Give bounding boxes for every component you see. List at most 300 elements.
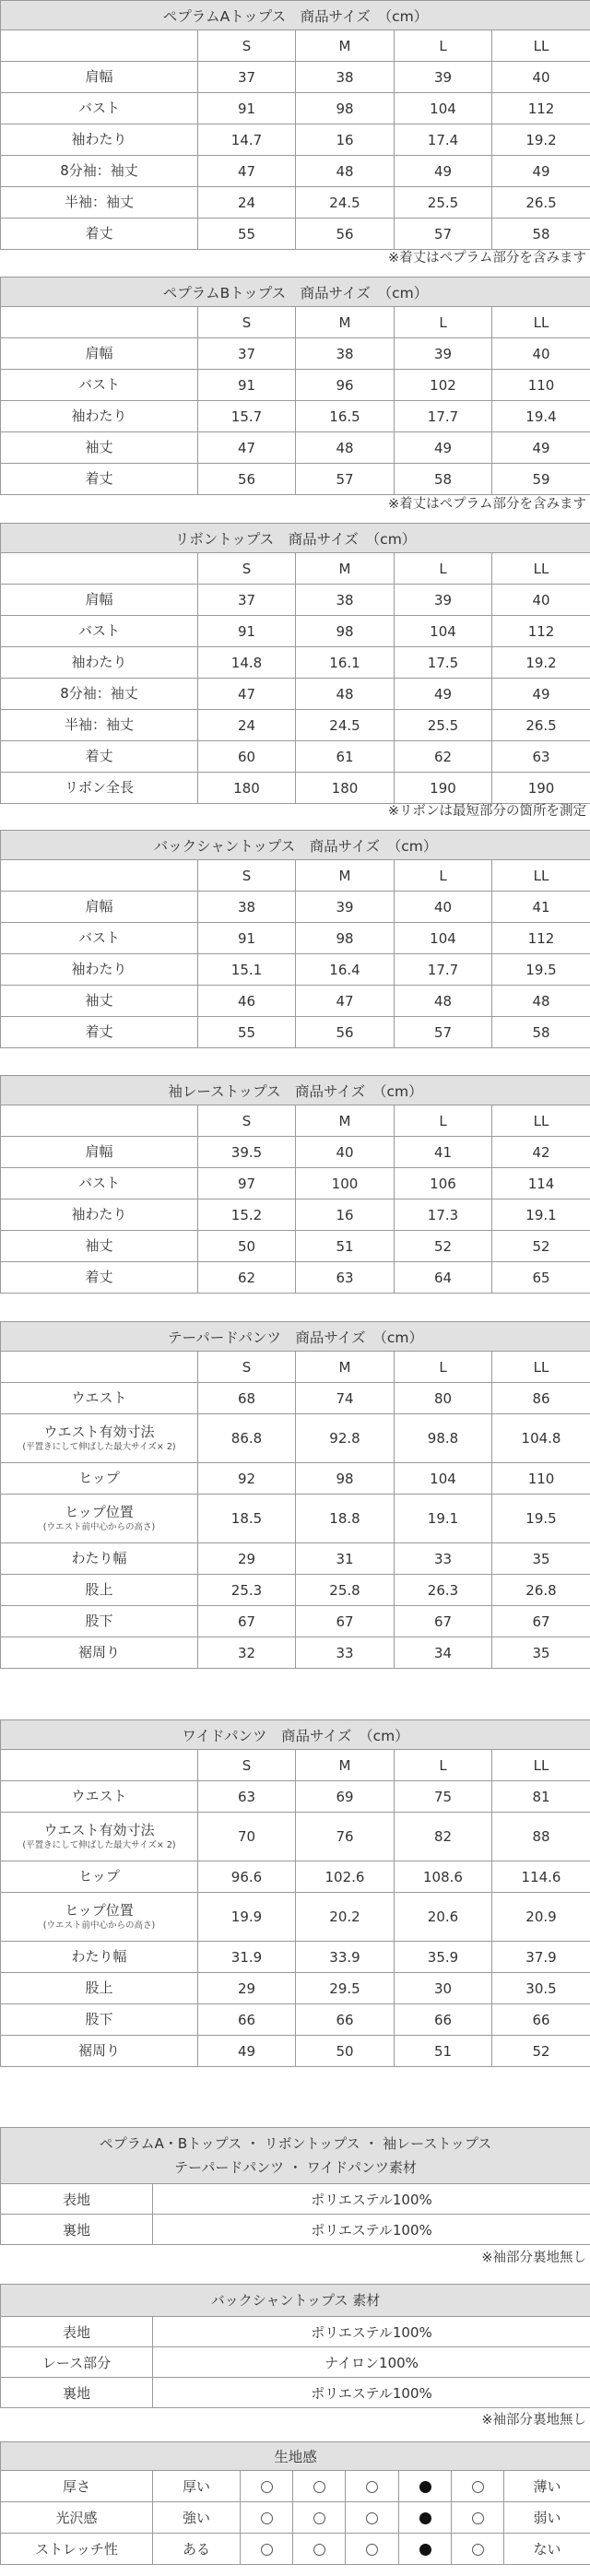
table-row <box>1 923 590 954</box>
row-label-cell <box>1 1893 198 1942</box>
size-table-block <box>0 1321 590 1669</box>
value-cell: 67 <box>395 1606 492 1637</box>
value-cell: 26.3 <box>395 1575 492 1606</box>
value-cell: 40 <box>492 62 590 93</box>
value-cell: 56 <box>296 219 395 250</box>
row-label: ヒップ位置 <box>65 1503 134 1520</box>
table-row <box>1 1168 590 1199</box>
row-label: 8分袖：袖丈 <box>60 685 138 702</box>
value-cell: 40 <box>296 1137 395 1168</box>
value-cell: 39 <box>296 892 395 923</box>
value-cell: 63 <box>296 1262 395 1294</box>
value-cell: 33 <box>395 1543 492 1575</box>
value-cell: 58 <box>395 464 492 495</box>
value-cell: 24.5 <box>296 710 395 741</box>
value-cell: 31 <box>296 1543 395 1575</box>
value-cell: 50 <box>296 2036 395 2067</box>
scale-point-cell <box>293 2534 346 2565</box>
value-cell: 35 <box>492 1637 590 1669</box>
size-header-blank <box>1 1105 198 1137</box>
value-cell: 19.5 <box>492 954 590 986</box>
row-label: 袖丈 <box>85 439 113 455</box>
row-label: リボン全長 <box>64 779 134 796</box>
table-row <box>1 679 590 710</box>
row-label-cell <box>1 432 198 464</box>
table-row <box>1 187 590 219</box>
scale-point-cell <box>346 2534 399 2565</box>
size-header-cell: M <box>296 860 395 892</box>
value-cell: 48 <box>492 986 590 1017</box>
value-cell: 20.6 <box>395 1893 492 1942</box>
value-cell: 56 <box>296 1017 395 1048</box>
value-cell: 37.9 <box>492 1942 590 1973</box>
size-table-title: リボントップス 商品サイズ （cm） <box>1 524 590 553</box>
table-row <box>1 1231 590 1262</box>
size-table-block <box>0 1719 590 2067</box>
value-cell: 69 <box>296 1781 395 1813</box>
texture-table-title: 生地感 <box>1 2442 590 2471</box>
table-row <box>1 1861 590 1893</box>
size-header-cell: S <box>198 30 296 62</box>
empty-circle-icon <box>261 2481 273 2493</box>
value-cell: 91 <box>198 923 296 954</box>
table-row <box>1 616 590 647</box>
row-label-cell <box>1 647 198 679</box>
row-label-cell <box>1 2004 198 2036</box>
value-cell: 19.4 <box>492 401 590 432</box>
table-note: ※着丈はペプラム部分を含みます <box>387 251 586 266</box>
value-cell: 42 <box>492 1137 590 1168</box>
size-header-cell: M <box>296 553 395 585</box>
value-cell: 180 <box>296 773 395 804</box>
table-row <box>1 1199 590 1231</box>
table-row <box>1 1813 590 1861</box>
size-table <box>0 1719 590 2067</box>
size-header-cell: LL <box>492 1105 590 1137</box>
row-label: バスト <box>77 1175 120 1191</box>
value-cell: 62 <box>395 741 492 773</box>
table-row <box>1 1637 590 1669</box>
row-label: ヒップ <box>78 1868 120 1885</box>
size-table-block <box>0 523 590 819</box>
value-cell: 110 <box>492 1463 590 1495</box>
value-cell: 56 <box>198 464 296 495</box>
table-row <box>1 1781 590 1813</box>
row-label: わたり幅 <box>71 1550 127 1566</box>
size-table-title: 袖レーストップス 商品サイズ （cm） <box>1 1076 590 1105</box>
value-cell: 31.9 <box>198 1942 296 1973</box>
table-row <box>1 1575 590 1606</box>
value-cell: 104 <box>395 616 492 647</box>
value-cell: 40 <box>492 585 590 616</box>
row-label: 着丈 <box>85 1269 113 1285</box>
value-cell: 29.5 <box>296 1973 395 2004</box>
scale-right-label: 弱い <box>504 2502 590 2534</box>
size-header-cell: S <box>198 1750 296 1781</box>
size-header-blank <box>1 307 198 338</box>
value-cell: 51 <box>296 1231 395 1262</box>
table-row <box>1 1414 590 1463</box>
row-label-cell <box>1 892 198 923</box>
value-cell: 49 <box>395 156 492 187</box>
table-row <box>1 1893 590 1942</box>
value-cell: 25.8 <box>296 1575 395 1606</box>
table-row <box>1 1606 590 1637</box>
value-cell: 49 <box>395 679 492 710</box>
value-cell: 26.5 <box>492 187 590 219</box>
value-cell: 15.1 <box>198 954 296 986</box>
table-note: ※袖部分裏地無し <box>481 2251 586 2265</box>
material-table-title <box>1 2128 590 2184</box>
value-cell: 35.9 <box>395 1942 492 1973</box>
size-header-cell: M <box>296 307 395 338</box>
size-header-cell: M <box>296 1352 395 1383</box>
row-label-cell <box>1 741 198 773</box>
table-row <box>1 892 590 923</box>
value-cell: 47 <box>198 156 296 187</box>
value-cell: 100 <box>296 1168 395 1199</box>
table-row <box>1 773 590 804</box>
row-label-cell <box>1 1606 198 1637</box>
material-title-line: ペプラムA・Bトップス ・ リボントップス ・ 袖レーストップス <box>99 2135 492 2152</box>
value-cell: 80 <box>395 1383 492 1414</box>
material-table <box>0 2284 590 2408</box>
table-row <box>1 2347 590 2378</box>
size-header-cell: L <box>395 307 492 338</box>
value-cell: 14.8 <box>198 647 296 679</box>
scale-point-cell <box>399 2471 452 2502</box>
texture-label: ストレッチ性 <box>1 2534 153 2565</box>
size-header-cell: L <box>395 553 492 585</box>
value-cell: 33 <box>296 1637 395 1669</box>
size-header-cell: M <box>296 1750 395 1781</box>
size-header-cell: LL <box>492 1352 590 1383</box>
size-table <box>0 830 590 1048</box>
value-cell: 48 <box>296 156 395 187</box>
row-label: バスト <box>77 929 120 946</box>
table-row <box>1 1137 590 1168</box>
value-cell: 33.9 <box>296 1942 395 1973</box>
value-cell: 32 <box>198 1637 296 1669</box>
empty-circle-icon <box>472 2544 484 2556</box>
value-cell: 66 <box>296 2004 395 2036</box>
value-cell: 49 <box>492 156 590 187</box>
row-label-cell <box>1 1168 198 1199</box>
value-cell: 58 <box>492 219 590 250</box>
row-label: 着丈 <box>85 225 113 242</box>
empty-circle-icon <box>366 2512 378 2524</box>
value-cell: 47 <box>198 679 296 710</box>
row-label-cell <box>1 1383 198 1414</box>
row-label-cell <box>1 1575 198 1606</box>
size-header-cell: L <box>395 30 492 62</box>
value-cell: 39.5 <box>198 1137 296 1168</box>
filled-circle-icon <box>419 2544 431 2556</box>
scale-point-cell <box>293 2502 346 2534</box>
value-cell: 91 <box>198 93 296 124</box>
row-label-cell <box>1 1781 198 1813</box>
row-label-cell <box>1 187 198 219</box>
row-sublabel: (ウエスト前中心からの高さ) <box>42 1521 156 1532</box>
value-cell: 14.7 <box>198 124 296 156</box>
table-row <box>1 2215 590 2245</box>
material-table-block <box>0 2284 590 2428</box>
scale-left-label: 厚い <box>153 2471 241 2502</box>
table-row <box>1 2184 590 2215</box>
value-cell: 104.8 <box>492 1414 590 1463</box>
value-cell: 50 <box>198 1231 296 1262</box>
value-cell: 57 <box>395 219 492 250</box>
row-label: ヒップ位置 <box>65 1901 134 1919</box>
value-cell: 97 <box>198 1168 296 1199</box>
value-cell: 67 <box>296 1606 395 1637</box>
scale-point-cell <box>293 2471 346 2502</box>
table-row <box>1 219 590 250</box>
material-label: レース部分 <box>1 2347 153 2378</box>
value-cell: 98.8 <box>395 1414 492 1463</box>
scale-left-label: ある <box>153 2534 241 2565</box>
size-header-cell: L <box>395 860 492 892</box>
value-cell: 16.5 <box>296 401 395 432</box>
table-row <box>1 1973 590 2004</box>
value-cell: 25.3 <box>198 1575 296 1606</box>
row-label: 股上 <box>85 1979 113 1996</box>
row-label-cell <box>1 1495 198 1543</box>
row-label: 袖わたり <box>71 408 127 424</box>
row-label: わたり幅 <box>71 1948 127 1965</box>
row-label: ウエスト有効寸法 <box>43 1821 155 1838</box>
value-cell: 26.8 <box>492 1575 590 1606</box>
value-cell: 40 <box>395 892 492 923</box>
size-table-title: バックシャントップス 商品サイズ （cm） <box>1 831 590 860</box>
size-table-block <box>0 830 590 1048</box>
value-cell: 67 <box>492 1606 590 1637</box>
table-row <box>1 2471 590 2502</box>
empty-circle-icon <box>313 2544 325 2556</box>
table-row <box>1 1543 590 1575</box>
value-cell: 37 <box>198 585 296 616</box>
size-table-block <box>0 0 590 266</box>
row-label-cell <box>1 124 198 156</box>
value-cell: 66 <box>395 2004 492 2036</box>
value-cell: 20.2 <box>296 1893 395 1942</box>
table-row <box>1 2502 590 2534</box>
value-cell: 25.5 <box>395 187 492 219</box>
row-label: 袖丈 <box>85 992 113 1009</box>
value-cell: 62 <box>198 1262 296 1294</box>
value-cell: 102.6 <box>296 1861 395 1893</box>
size-header-cell: S <box>198 553 296 585</box>
row-label: 袖わたり <box>71 961 127 977</box>
table-row <box>1 338 590 370</box>
value-cell: 16.4 <box>296 954 395 986</box>
row-label-cell <box>1 923 198 954</box>
size-header-cell: M <box>296 30 395 62</box>
empty-circle-icon <box>261 2544 273 2556</box>
empty-circle-icon <box>472 2481 484 2493</box>
table-row <box>1 1942 590 1973</box>
value-cell: 38 <box>296 585 395 616</box>
row-label-cell <box>1 1231 198 1262</box>
value-cell: 49 <box>492 679 590 710</box>
material-label: 表地 <box>1 2184 153 2215</box>
size-header-cell: S <box>198 307 296 338</box>
value-cell: 92.8 <box>296 1414 395 1463</box>
row-label: 股下 <box>85 2011 113 2027</box>
value-cell: 29 <box>198 1973 296 2004</box>
value-cell: 58 <box>492 1017 590 1048</box>
size-table <box>0 1321 590 1669</box>
empty-circle-icon <box>366 2544 378 2556</box>
value-cell: 48 <box>296 432 395 464</box>
row-label-cell <box>1 1543 198 1575</box>
row-label-cell <box>1 1262 198 1294</box>
table-row <box>1 1495 590 1543</box>
value-cell: 55 <box>198 219 296 250</box>
table-row <box>1 124 590 156</box>
value-cell: 63 <box>492 741 590 773</box>
value-cell: 49 <box>198 2036 296 2067</box>
scale-point-cell <box>346 2471 399 2502</box>
value-cell: 180 <box>198 773 296 804</box>
row-label-cell <box>1 1637 198 1669</box>
row-label: 肩幅 <box>85 68 113 85</box>
size-header-blank <box>1 553 198 585</box>
row-label: バスト <box>77 622 120 639</box>
scale-point-cell <box>241 2534 293 2565</box>
table-row <box>1 370 590 401</box>
value-cell: 74 <box>296 1383 395 1414</box>
value-cell: 67 <box>198 1606 296 1637</box>
texture-label: 厚さ <box>1 2471 153 2502</box>
table-row <box>1 954 590 986</box>
row-label: 袖わたり <box>71 1206 127 1223</box>
row-label-cell <box>1 62 198 93</box>
value-cell: 57 <box>395 1017 492 1048</box>
value-cell: 76 <box>296 1813 395 1861</box>
material-value: ポリエステル100% <box>153 2317 590 2347</box>
value-cell: 65 <box>492 1262 590 1294</box>
size-table <box>0 0 590 250</box>
value-cell: 19.2 <box>492 124 590 156</box>
table-row <box>1 93 590 124</box>
table-row <box>1 2378 590 2408</box>
table-row <box>1 2004 590 2036</box>
size-header-cell: M <box>296 1105 395 1137</box>
texture-label: 光沢感 <box>1 2502 153 2534</box>
size-header-cell: L <box>395 1352 492 1383</box>
value-cell: 190 <box>492 773 590 804</box>
value-cell: 39 <box>395 62 492 93</box>
row-label: 袖丈 <box>85 1237 113 1254</box>
material-value: ポリエステル100% <box>153 2378 590 2408</box>
row-label-cell <box>1 616 198 647</box>
row-sublabel: (ウエスト前中心からの高さ) <box>42 1920 156 1931</box>
empty-circle-icon <box>472 2512 484 2524</box>
row-label: 着丈 <box>85 748 113 764</box>
value-cell: 102 <box>395 370 492 401</box>
value-cell: 96 <box>296 370 395 401</box>
row-label-cell <box>1 338 198 370</box>
value-cell: 82 <box>395 1813 492 1861</box>
value-cell: 190 <box>395 773 492 804</box>
table-row <box>1 62 590 93</box>
row-label-cell <box>1 219 198 250</box>
table-row <box>1 2036 590 2067</box>
value-cell: 68 <box>198 1383 296 1414</box>
size-table <box>0 277 590 495</box>
value-cell: 108.6 <box>395 1861 492 1893</box>
size-table-title: ペプラムAトップス 商品サイズ （cm） <box>1 1 590 30</box>
size-header-cell: L <box>395 1105 492 1137</box>
value-cell: 91 <box>198 370 296 401</box>
value-cell: 30 <box>395 1973 492 2004</box>
value-cell: 49 <box>492 432 590 464</box>
table-row <box>1 432 590 464</box>
value-cell: 75 <box>395 1781 492 1813</box>
row-label-cell <box>1 401 198 432</box>
value-cell: 55 <box>198 1017 296 1048</box>
row-label-cell <box>1 1942 198 1973</box>
row-label-cell <box>1 1463 198 1495</box>
row-label-cell <box>1 1199 198 1231</box>
value-cell: 19.9 <box>198 1893 296 1942</box>
value-cell: 16 <box>296 1199 395 1231</box>
value-cell: 51 <box>395 2036 492 2067</box>
row-label-cell <box>1 710 198 741</box>
value-cell: 29 <box>198 1543 296 1575</box>
value-cell: 110 <box>492 370 590 401</box>
size-header-blank <box>1 1750 198 1781</box>
table-note: ※着丈はペプラム部分を含みます <box>387 497 586 512</box>
row-label: ウエスト有効寸法 <box>43 1423 155 1440</box>
value-cell: 112 <box>492 616 590 647</box>
value-cell: 30.5 <box>492 1973 590 2004</box>
value-cell: 47 <box>198 432 296 464</box>
row-label: バスト <box>77 376 120 393</box>
value-cell: 17.4 <box>395 124 492 156</box>
material-value: ポリエステル100% <box>153 2184 590 2215</box>
size-header-cell: L <box>395 1750 492 1781</box>
value-cell: 114 <box>492 1168 590 1199</box>
value-cell: 35 <box>492 1543 590 1575</box>
value-cell: 52 <box>395 1231 492 1262</box>
value-cell: 40 <box>492 338 590 370</box>
table-row <box>1 741 590 773</box>
row-label: 肩幅 <box>85 898 113 915</box>
value-cell: 17.7 <box>395 401 492 432</box>
table-note: ※袖部分裏地無し <box>481 2413 586 2428</box>
table-note: ※リボンは最短部分の箇所を測定 <box>387 804 586 819</box>
row-label: 着丈 <box>85 470 113 487</box>
size-header-cell: LL <box>492 553 590 585</box>
size-table-title: テーパードパンツ 商品サイズ （cm） <box>1 1322 590 1352</box>
empty-circle-icon <box>261 2512 273 2524</box>
value-cell: 46 <box>198 986 296 1017</box>
value-cell: 106 <box>395 1168 492 1199</box>
value-cell: 48 <box>296 679 395 710</box>
row-label: 袖わたり <box>71 131 127 148</box>
material-title-line: テーパードパンツ ・ ワイドパンツ素材 <box>174 2159 417 2176</box>
value-cell: 98 <box>296 616 395 647</box>
value-cell: 104 <box>395 93 492 124</box>
texture-table-block <box>0 2441 590 2565</box>
size-table-title: ペプラムBトップス 商品サイズ （cm） <box>1 278 590 307</box>
value-cell: 19.1 <box>395 1495 492 1543</box>
row-label-cell <box>1 585 198 616</box>
value-cell: 98 <box>296 923 395 954</box>
value-cell: 38 <box>296 62 395 93</box>
